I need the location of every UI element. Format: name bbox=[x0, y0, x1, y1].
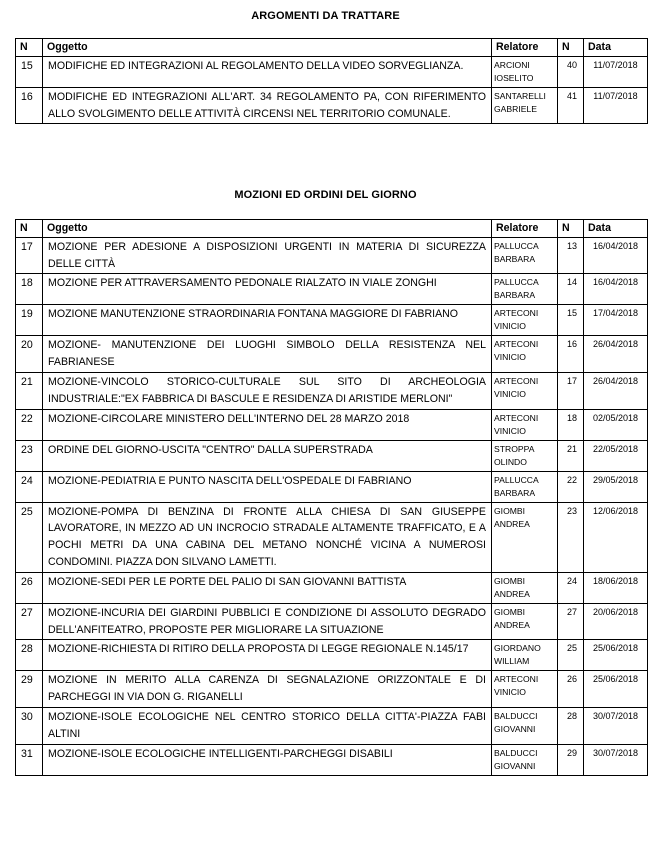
row-date: 26/04/2018 bbox=[584, 372, 648, 409]
header-oggetto: Oggetto bbox=[43, 39, 492, 57]
row-date: 16/04/2018 bbox=[584, 237, 648, 274]
row-oggetto: MOZIONE PER ADESIONE A DISPOSIZIONI URGENTI IN MATERIA DI SICUREZZA DELLE CITTÀ bbox=[43, 237, 492, 274]
table-row bbox=[16, 603, 648, 640]
row-protocol-number: 21 bbox=[558, 440, 584, 471]
row-oggetto: MOZIONE MANUTENZIONE STRAORDINARIA FONTANA MAGGIORE DI FABRIANO bbox=[43, 305, 492, 336]
row-protocol-number: 26 bbox=[558, 671, 584, 708]
relatore-name-line: WILLIAM bbox=[494, 656, 530, 667]
relatore-name-line: ARTECONI bbox=[494, 375, 539, 386]
relatore-name-line: VINICIO bbox=[494, 352, 526, 363]
table-row bbox=[16, 274, 648, 305]
relatore-name-line: GIOMBI bbox=[494, 505, 526, 516]
relatore-name-line: OLINDO bbox=[494, 456, 527, 467]
row-oggetto: MOZIONE-CIRCOLARE MINISTERO DELL'INTERNO DEL 28 MARZO 2018 bbox=[43, 409, 492, 440]
row-date: 25/06/2018 bbox=[584, 640, 648, 671]
relatore-name-line: GABRIELE bbox=[494, 103, 537, 114]
mozioni-table bbox=[15, 219, 648, 776]
row-relatore bbox=[492, 409, 558, 440]
row-number: 26 bbox=[16, 572, 43, 603]
relatore-name-line: ANDREA bbox=[494, 619, 530, 630]
relatore-name-line: PALLUCCA bbox=[494, 240, 539, 251]
table-row bbox=[16, 471, 648, 502]
relatore-name-line: BALDUCCI bbox=[494, 710, 538, 721]
row-number: 22 bbox=[16, 409, 43, 440]
header-data: Data bbox=[584, 39, 648, 57]
header-relatore: Relatore bbox=[492, 220, 558, 238]
argomenti-table bbox=[15, 38, 648, 124]
row-number: 20 bbox=[16, 336, 43, 373]
header-num: N bbox=[558, 39, 584, 57]
row-protocol-number: 15 bbox=[558, 305, 584, 336]
row-date: 02/05/2018 bbox=[584, 409, 648, 440]
header-oggetto: Oggetto bbox=[43, 220, 492, 238]
relatore-name-line: GIOVANNI bbox=[494, 723, 536, 734]
table-row bbox=[16, 671, 648, 708]
relatore-name-line: IOSELITO bbox=[494, 72, 534, 83]
header-n: N bbox=[16, 220, 43, 238]
row-relatore bbox=[492, 440, 558, 471]
row-relatore bbox=[492, 640, 558, 671]
relatore-name-line: VINICIO bbox=[494, 687, 526, 698]
row-number: 17 bbox=[16, 237, 43, 274]
row-date: 16/04/2018 bbox=[584, 274, 648, 305]
row-date: 22/05/2018 bbox=[584, 440, 648, 471]
row-oggetto: ORDINE DEL GIORNO-USCITA "CENTRO" DALLA SUPERSTRADA bbox=[43, 440, 492, 471]
relatore-name-line: SANTARELLI bbox=[494, 90, 546, 101]
table-row bbox=[16, 56, 648, 87]
row-oggetto: MODIFICHE ED INTEGRAZIONI AL REGOLAMENTO DELLA VIDEO SORVEGLIANZA. bbox=[43, 56, 492, 87]
table-row bbox=[16, 744, 648, 775]
row-relatore bbox=[492, 471, 558, 502]
row-protocol-number: 24 bbox=[558, 572, 584, 603]
table-row bbox=[16, 640, 648, 671]
row-protocol-number: 25 bbox=[558, 640, 584, 671]
header-relatore: Relatore bbox=[492, 39, 558, 57]
relatore-name-line: GIOVANNI bbox=[494, 760, 536, 771]
row-number: 23 bbox=[16, 440, 43, 471]
row-oggetto: MOZIONE-ISOLE ECOLOGICHE NEL CENTRO STORICO DELLA CITTA'-PIAZZA FABI ALTINI bbox=[43, 707, 492, 744]
relatore-name-line: ARTECONI bbox=[494, 674, 539, 685]
row-date: 17/04/2018 bbox=[584, 305, 648, 336]
relatore-name-line: BARBARA bbox=[494, 290, 536, 301]
relatore-name-line: ANDREA bbox=[494, 588, 530, 599]
row-date: 11/07/2018 bbox=[584, 87, 648, 124]
row-date: 12/06/2018 bbox=[584, 502, 648, 572]
header-num: N bbox=[558, 220, 584, 238]
row-oggetto: MOZIONE-PEDIATRIA E PUNTO NASCITA DELL'OSPEDALE DI FABRIANO bbox=[43, 471, 492, 502]
row-number: 27 bbox=[16, 603, 43, 640]
row-number: 29 bbox=[16, 671, 43, 708]
relatore-name-line: PALLUCCA bbox=[494, 277, 539, 288]
row-number: 21 bbox=[16, 372, 43, 409]
row-relatore bbox=[492, 336, 558, 373]
row-protocol-number: 23 bbox=[558, 502, 584, 572]
row-number: 25 bbox=[16, 502, 43, 572]
row-relatore bbox=[492, 305, 558, 336]
row-protocol-number: 14 bbox=[558, 274, 584, 305]
row-protocol-number: 18 bbox=[558, 409, 584, 440]
row-oggetto: MOZIONE IN MERITO ALLA CARENZA DI SEGNALAZIONE ORIZZONTALE E DI PARCHEGGI IN VIA DON G. RIGANELLI bbox=[43, 671, 492, 708]
row-oggetto: MOZIONE-RICHIESTA DI RITIRO DELLA PROPOSTA DI LEGGE REGIONALE N.145/17 bbox=[43, 640, 492, 671]
row-relatore bbox=[492, 671, 558, 708]
row-protocol-number: 29 bbox=[558, 744, 584, 775]
relatore-name-line: VINICIO bbox=[494, 388, 526, 399]
row-protocol-number: 41 bbox=[558, 87, 584, 124]
table-row bbox=[16, 305, 648, 336]
table-row bbox=[16, 572, 648, 603]
row-relatore bbox=[492, 707, 558, 744]
relatore-name-line: ARTECONI bbox=[494, 339, 539, 350]
row-relatore bbox=[492, 603, 558, 640]
row-relatore bbox=[492, 274, 558, 305]
table-row bbox=[16, 87, 648, 124]
row-protocol-number: 28 bbox=[558, 707, 584, 744]
header-n: N bbox=[16, 39, 43, 57]
row-number: 30 bbox=[16, 707, 43, 744]
row-oggetto: MOZIONE PER ATTRAVERSAMENTO PEDONALE RIALZATO IN VIALE ZONGHI bbox=[43, 274, 492, 305]
relatore-name-line: STROPPA bbox=[494, 443, 535, 454]
row-oggetto: MOZIONE-VINCOLO STORICO-CULTURALE SUL SITO DI ARCHEOLOGIA INDUSTRIALE:"EX FABBRICA DI BASCULE E RESIDENZA DI ARISTIDE MERLONI" bbox=[43, 372, 492, 409]
row-protocol-number: 16 bbox=[558, 336, 584, 373]
table-header-row bbox=[16, 39, 648, 57]
row-date: 30/07/2018 bbox=[584, 744, 648, 775]
relatore-name-line: GIOMBI bbox=[494, 606, 526, 617]
relatore-name-line: ARTECONI bbox=[494, 412, 539, 423]
table-row bbox=[16, 502, 648, 572]
row-oggetto: MOZIONE-ISOLE ECOLOGICHE INTELLIGENTI-PARCHEGGI DISABILI bbox=[43, 744, 492, 775]
row-relatore bbox=[492, 87, 558, 124]
relatore-name-line: BARBARA bbox=[494, 253, 536, 264]
row-oggetto: MOZIONE-SEDI PER LE PORTE DEL PALIO DI SAN GIOVANNI BATTISTA bbox=[43, 572, 492, 603]
relatore-name-line: ARTECONI bbox=[494, 308, 539, 319]
relatore-name-line: VINICIO bbox=[494, 425, 526, 436]
relatore-name-line: VINICIO bbox=[494, 321, 526, 332]
row-protocol-number: 13 bbox=[558, 237, 584, 274]
table-header-row bbox=[16, 220, 648, 238]
table-row bbox=[16, 440, 648, 471]
row-relatore bbox=[492, 502, 558, 572]
row-oggetto: MOZIONE-POMPA DI BENZINA DI FRONTE ALLA CHIESA DI SAN GIUSEPPE LAVORATORE, IN MEZZO AD UN INCROCIO STRADALE ALTAMENTE TRAFFICATO, E A POCHI METRI DA UNA CABINA DEL METANO NONCHÉ VICINA A NUMEROSI CONDOMINI. PIAZZA DON SILVANO LAMETTI. bbox=[43, 502, 492, 572]
row-protocol-number: 27 bbox=[558, 603, 584, 640]
row-oggetto: MODIFICHE ED INTEGRAZIONI ALL'ART. 34 REGOLAMENTO PA, CON RIFERIMENTO ALLO SVOLGIMENTO DELLE ATTIVITÀ CIRCENSI NEL TERRITORIO COMUNALE. bbox=[43, 87, 492, 124]
row-protocol-number: 40 bbox=[558, 56, 584, 87]
row-protocol-number: 22 bbox=[558, 471, 584, 502]
row-number: 18 bbox=[16, 274, 43, 305]
section-title-mozioni: MOZIONI ED ORDINI DEL GIORNO bbox=[234, 189, 417, 201]
row-date: 11/07/2018 bbox=[584, 56, 648, 87]
row-date: 25/06/2018 bbox=[584, 671, 648, 708]
row-relatore bbox=[492, 56, 558, 87]
relatore-name-line: ARCIONI bbox=[494, 59, 530, 70]
table-row bbox=[16, 707, 648, 744]
relatore-name-line: GIORDANO bbox=[494, 643, 541, 654]
table-row bbox=[16, 372, 648, 409]
relatore-name-line: BARBARA bbox=[494, 487, 536, 498]
row-date: 18/06/2018 bbox=[584, 572, 648, 603]
row-relatore bbox=[492, 744, 558, 775]
table-row bbox=[16, 237, 648, 274]
table-row bbox=[16, 336, 648, 373]
row-relatore bbox=[492, 572, 558, 603]
section-title-argomenti: ARGOMENTI DA TRATTARE bbox=[251, 10, 400, 22]
relatore-name-line: ANDREA bbox=[494, 518, 530, 529]
row-number: 16 bbox=[16, 87, 43, 124]
row-protocol-number: 17 bbox=[558, 372, 584, 409]
row-oggetto: MOZIONE-INCURIA DEI GIARDINI PUBBLICI E CONDIZIONE DI ASSOLUTO DEGRADO DELL'ANFITEATRO, PROPOSTE PER MIGLIORARE LA SITUAZIONE bbox=[43, 603, 492, 640]
row-number: 28 bbox=[16, 640, 43, 671]
relatore-name-line: BALDUCCI bbox=[494, 747, 538, 758]
row-date: 30/07/2018 bbox=[584, 707, 648, 744]
row-number: 24 bbox=[16, 471, 43, 502]
row-number: 31 bbox=[16, 744, 43, 775]
relatore-name-line: GIOMBI bbox=[494, 575, 526, 586]
header-data: Data bbox=[584, 220, 648, 238]
row-number: 19 bbox=[16, 305, 43, 336]
row-date: 26/04/2018 bbox=[584, 336, 648, 373]
row-relatore bbox=[492, 237, 558, 274]
row-date: 20/06/2018 bbox=[584, 603, 648, 640]
relatore-name-line: PALLUCCA bbox=[494, 474, 539, 485]
row-oggetto: MOZIONE- MANUTENZIONE DEI LUOGHI SIMBOLO DELLA RESISTENZA NEL FABRIANESE bbox=[43, 336, 492, 373]
row-relatore bbox=[492, 372, 558, 409]
row-number: 15 bbox=[16, 56, 43, 87]
table-row bbox=[16, 409, 648, 440]
row-date: 29/05/2018 bbox=[584, 471, 648, 502]
